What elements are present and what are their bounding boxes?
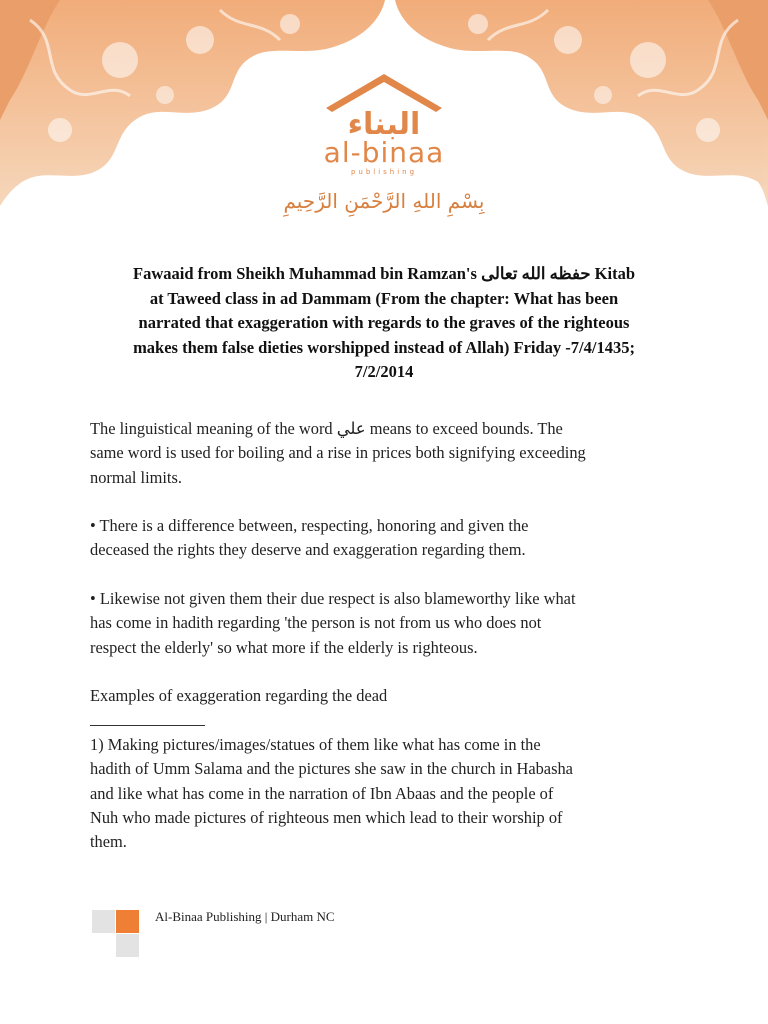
footer-square-orange [116,910,139,933]
text-line: Examples of exaggeration regarding the dead [90,686,388,705]
text-line: The linguistical meaning of the word علي means to exceed bounds. The [90,419,563,438]
logo-subtitle: publishing [350,168,418,176]
header-ornament [0,0,768,230]
logo-latin: al-binaa [323,136,445,169]
separator-rule [90,725,205,726]
paragraph-examples-heading [90,684,690,708]
text-line: Nuh who made pictures of righteous men which lead to their worship of [90,807,563,827]
paragraph-due-respect [90,587,690,660]
text-line: 1) Making pictures/images/statues of them like what has come in the [90,735,541,754]
text-line: • Likewise not given them their due respect is also blameworthy like what [90,589,576,608]
footer-square-grey [116,934,139,957]
basmala: بِسْمِ اللهِ الرَّحْمَنِ الرَّحِيمِ [283,189,485,213]
title-line: at Taweed class in ad Dammam (From the chapter: What has been [149,288,619,308]
text-line: same word is used for boiling and a rise in prices both signifying exceeding [90,443,586,463]
ornament-graphic [0,0,768,230]
text-line: and like what has come in the narration of Ibn Abaas and the people of [90,783,554,803]
text-line: respect the elderly' so what more if the elderly is righteous. [90,637,478,657]
text-line: deceased the rights they deserve and exaggeration regarding them. [90,540,526,560]
text-line: • There is a difference between, respecting, honoring and given the [90,516,529,535]
text-line: hadith of Umm Salama and the pictures she saw in the church in Habasha [90,759,573,779]
title-line: makes them false dieties worshipped instead of Allah) Friday -7/4/1435; [133,337,635,357]
footer-square-grey [92,910,115,933]
title-line: 7/2/2014 [354,362,414,381]
text-line: normal limits. [90,467,182,487]
text-line: them. [90,832,127,852]
paragraph-difference [90,514,690,563]
title-line: narrated that exaggeration with regards to the graves of the righteous [138,313,630,332]
paragraph-example-pictures [90,733,690,854]
title-line: Fawaaid from Sheikh Muhammad bin Ramzan's حفظه الله تعالى Kitab [132,264,636,283]
logo-arabic: البناء [347,107,421,142]
paragraph-linguistic-meaning [90,417,690,490]
text-line: has come in hadith regarding 'the person is not from us who does not [90,613,542,633]
document-title [60,262,708,385]
footer-publisher: Al-Binaa Publishing | Durham NC [155,909,335,924]
